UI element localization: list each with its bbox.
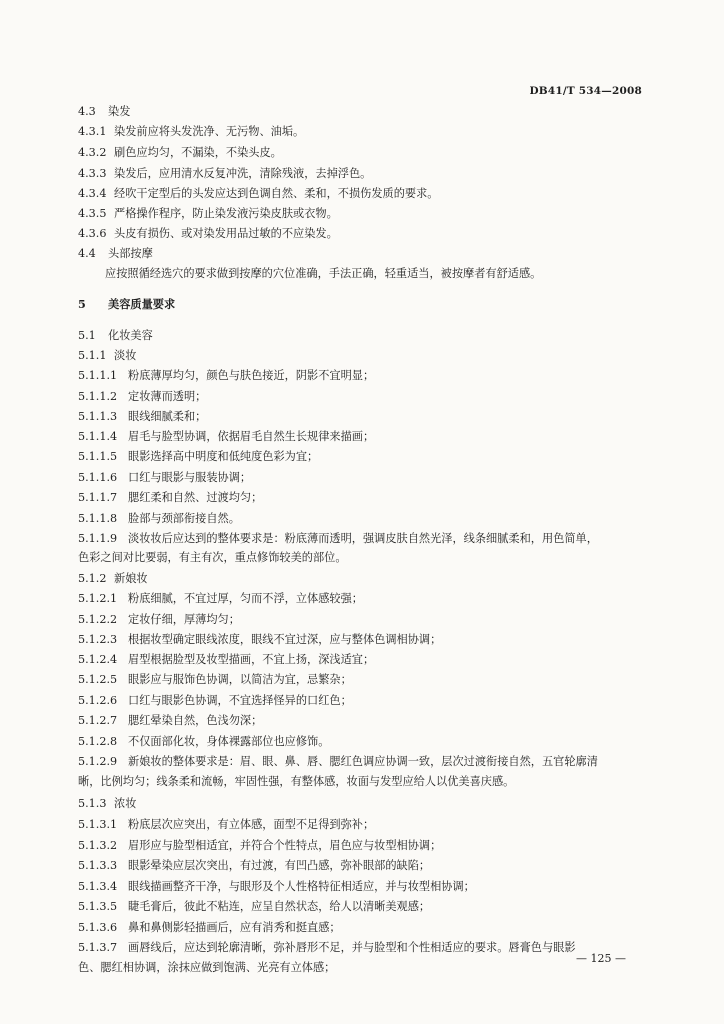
- clause-text: 眼线细腻柔和；: [128, 410, 207, 423]
- text-line: [78, 796, 653, 811]
- clause-number: 5.1.2.2: [78, 613, 118, 626]
- clause-number: 5.1.3.1: [78, 818, 118, 831]
- text-line: [78, 348, 653, 363]
- clause-text: 鼻和鼻侧影轻描画后，应有消秀和挺直感；: [128, 921, 341, 934]
- clause-number: 5.1.3.3: [78, 859, 118, 872]
- text-line: [78, 754, 653, 769]
- clause-text: 定妆薄而透明；: [128, 390, 207, 403]
- text-line: [78, 389, 653, 404]
- clause-number: 5.1.2.1: [78, 592, 118, 605]
- clause-number: 4.3.1: [78, 125, 107, 138]
- clause-text: 色、腮红相协调，涂抹应做到饱满、光亮有立体感；: [78, 961, 336, 974]
- clause-text: 头部按摩: [108, 247, 153, 260]
- clause-text: 色彩之间对比要弱，有主有次，重点修饰较美的部位。: [78, 551, 347, 564]
- clause-number: 5: [78, 297, 86, 311]
- text-line: [78, 490, 653, 505]
- clause-text: 眼影选择高中明度和低纯度色彩为宜；: [128, 450, 319, 463]
- clause-text: 淡妆: [114, 349, 137, 362]
- text-line: [78, 368, 653, 383]
- clause-number: 5.1.2.5: [78, 673, 118, 686]
- text-line: [78, 145, 653, 160]
- clause-text: 淡妆妆后应达到的整体要求是：粉底薄而透明，强调皮肤自然光泽，线条细腻柔和，用色简单，: [128, 532, 598, 545]
- text-line: [78, 409, 653, 424]
- clause-number: 5.1.1.9: [78, 532, 118, 545]
- text-line: [78, 734, 653, 749]
- clause-number: 5.1.3: [78, 797, 107, 810]
- clause-text: 腮红晕染自然，色浅勿深；: [128, 714, 263, 727]
- text-line: [78, 899, 653, 914]
- clause-number: 5.1.3.4: [78, 880, 118, 893]
- text-line: [78, 693, 653, 708]
- clause-text: 眉毛与脸型协调，依据眉毛自然生长规律来描画；: [128, 430, 375, 443]
- text-line: [78, 328, 653, 343]
- text-line: [78, 186, 653, 201]
- clause-number: 5.1.1.7: [78, 491, 118, 504]
- clause-text: 画唇线后，应达到轮廓清晰，弥补唇形不足，并与脸型和个性相适应的要求。唇膏色与眼影: [128, 941, 576, 954]
- clause-text: 刷色应均匀，不漏染，不染头皮。: [114, 146, 282, 159]
- clause-number: 4.4: [78, 247, 96, 260]
- clause-number: 5.1.1: [78, 349, 107, 362]
- text-line: [78, 124, 653, 139]
- text-line: [78, 879, 653, 894]
- clause-text: 粉底层次应突出，有立体感，面型不足得到弥补；: [128, 818, 375, 831]
- text-line: [78, 591, 653, 606]
- clause-number: 5.1.2.7: [78, 714, 118, 727]
- text-line: [78, 774, 653, 789]
- clause-number: 5.1.1.5: [78, 450, 118, 463]
- clause-text: 眉形应与脸型相适宜，并符合个性特点，眉色应与妆型相协调；: [128, 839, 442, 852]
- text-line: [78, 612, 653, 627]
- clause-text: 口红与眼影与服装协调；: [128, 471, 252, 484]
- text-line: [78, 226, 653, 241]
- text-line: [78, 206, 653, 221]
- text-line: [78, 838, 653, 853]
- text-line: [78, 713, 653, 728]
- clause-number: 5.1.2.8: [78, 735, 118, 748]
- text-line: [78, 246, 653, 261]
- text-line: [78, 429, 653, 444]
- clause-number: 5.1.1.3: [78, 410, 118, 423]
- text-line: [78, 858, 653, 873]
- clause-text: 严格操作程序，防止染发液污染皮肤或衣物。: [114, 207, 338, 220]
- clause-number: 5.1.3.2: [78, 839, 118, 852]
- text-line: [78, 104, 653, 119]
- text-line: [78, 960, 653, 975]
- clause-number: 5.1.2: [78, 572, 107, 585]
- text-line: [78, 817, 653, 832]
- clause-number: 5.1.1.4: [78, 430, 118, 443]
- clause-text: 粉底细腻，不宜过厚，匀而不浮，立体感较强；: [128, 592, 363, 605]
- clause-number: 4.3.4: [78, 187, 107, 200]
- text-line: [78, 672, 653, 687]
- text-line: [78, 470, 653, 485]
- clause-text: 口红与眼影色协调，不宜选择怪异的口红色；: [128, 694, 352, 707]
- clause-text: 染发后，应用清水反复冲洗，清除残液，去掉浮色。: [114, 167, 372, 180]
- clause-text: 脸部与颈部衔接自然。: [128, 512, 240, 525]
- clause-number: 5.1.3.5: [78, 900, 118, 913]
- text-line: [78, 632, 653, 647]
- clause-text: 浓妆: [114, 797, 137, 810]
- clause-number: 4.3: [78, 105, 96, 118]
- text-line: [78, 511, 653, 526]
- clause-number: 5.1.1.2: [78, 390, 118, 403]
- clause-text: 睫毛膏后，彼此不粘连，应呈自然状态，给人以清晰美观感；: [128, 900, 431, 913]
- clause-text: 新娘妆: [114, 572, 148, 585]
- clause-text: 眼影晕染应层次突出，有过渡，有凹凸感，弥补眼部的缺陷；: [128, 859, 431, 872]
- clause-text: 头皮有损伤、或对染发用品过敏的不应染发。: [114, 227, 338, 240]
- clause-number: 5.1.1.8: [78, 512, 118, 525]
- clause-text: 根据妆型确定眼线浓度，眼线不宜过深，应与整体色调相协调；: [128, 633, 442, 646]
- clause-number: 5.1.2.6: [78, 694, 118, 707]
- text-line: [78, 166, 653, 181]
- clause-text: 美容质量要求: [108, 297, 176, 311]
- standard-code: DB41/T 534—2008: [529, 85, 642, 97]
- clause-number: 5.1.3.6: [78, 921, 118, 934]
- text-line: [78, 449, 653, 464]
- clause-text: 应按照循经选穴的要求做到按摩的穴位准确，手法正确，轻重适当，被按摩者有舒适感。: [105, 267, 542, 280]
- clause-text: 眉型根据脸型及妆型描画，不宜上扬，深浅适宜；: [128, 653, 375, 666]
- clause-text: 定妆仔细，厚薄均匀；: [128, 613, 240, 626]
- text-line: [105, 266, 680, 281]
- clause-number: 4.3.3: [78, 167, 107, 180]
- text-line: [78, 571, 653, 586]
- text-line: [78, 940, 653, 955]
- text-line: [78, 652, 653, 667]
- page-number: — 125 —: [576, 952, 626, 965]
- text-line: [78, 531, 653, 546]
- clause-number: 4.3.5: [78, 207, 107, 220]
- clause-text: 染发: [108, 105, 131, 118]
- clause-text: 晰，比例均匀；线条柔和流畅，牢固性强，有整体感，妆面与发型应给人以优美喜庆感。: [78, 775, 515, 788]
- clause-number: 5.1.3.7: [78, 941, 118, 954]
- clause-text: 化妆美容: [108, 329, 153, 342]
- clause-number: 5.1.1.1: [78, 369, 118, 382]
- clause-number: 4.3.6: [78, 227, 107, 240]
- clause-text: 不仅面部化妆，身体裸露部位也应修饰。: [128, 735, 330, 748]
- clause-text: 眼影应与服饰色协调，以简洁为宜，忌繁杂；: [128, 673, 352, 686]
- clause-number: 5.1.2.9: [78, 755, 118, 768]
- clause-number: 5.1.2.4: [78, 653, 118, 666]
- clause-number: 4.3.2: [78, 146, 107, 159]
- clause-number: 5.1.2.3: [78, 633, 118, 646]
- clause-text: 腮红柔和自然、过渡均匀；: [128, 491, 263, 504]
- text-line: [78, 920, 653, 935]
- clause-text: 眼线描画整齐干净，与眼形及个人性格特征相适应，并与妆型相协调；: [128, 880, 475, 893]
- text-line: [78, 297, 653, 312]
- clause-text: 新娘妆的整体要求是：眉、眼、鼻、唇、腮红色调应协调一致，层次过渡衔接自然，五官轮廓清: [128, 755, 598, 768]
- clause-text: 粉底薄厚均匀，颜色与肤色接近，阴影不宜明显；: [128, 369, 375, 382]
- clause-text: 经吹干定型后的头发应达到色调自然、柔和，不损伤发质的要求。: [114, 187, 439, 200]
- clause-number: 5.1.1.6: [78, 471, 118, 484]
- clause-number: 5.1: [78, 329, 96, 342]
- clause-text: 染发前应将头发洗净、无污物、油垢。: [114, 125, 305, 138]
- text-line: [78, 550, 653, 565]
